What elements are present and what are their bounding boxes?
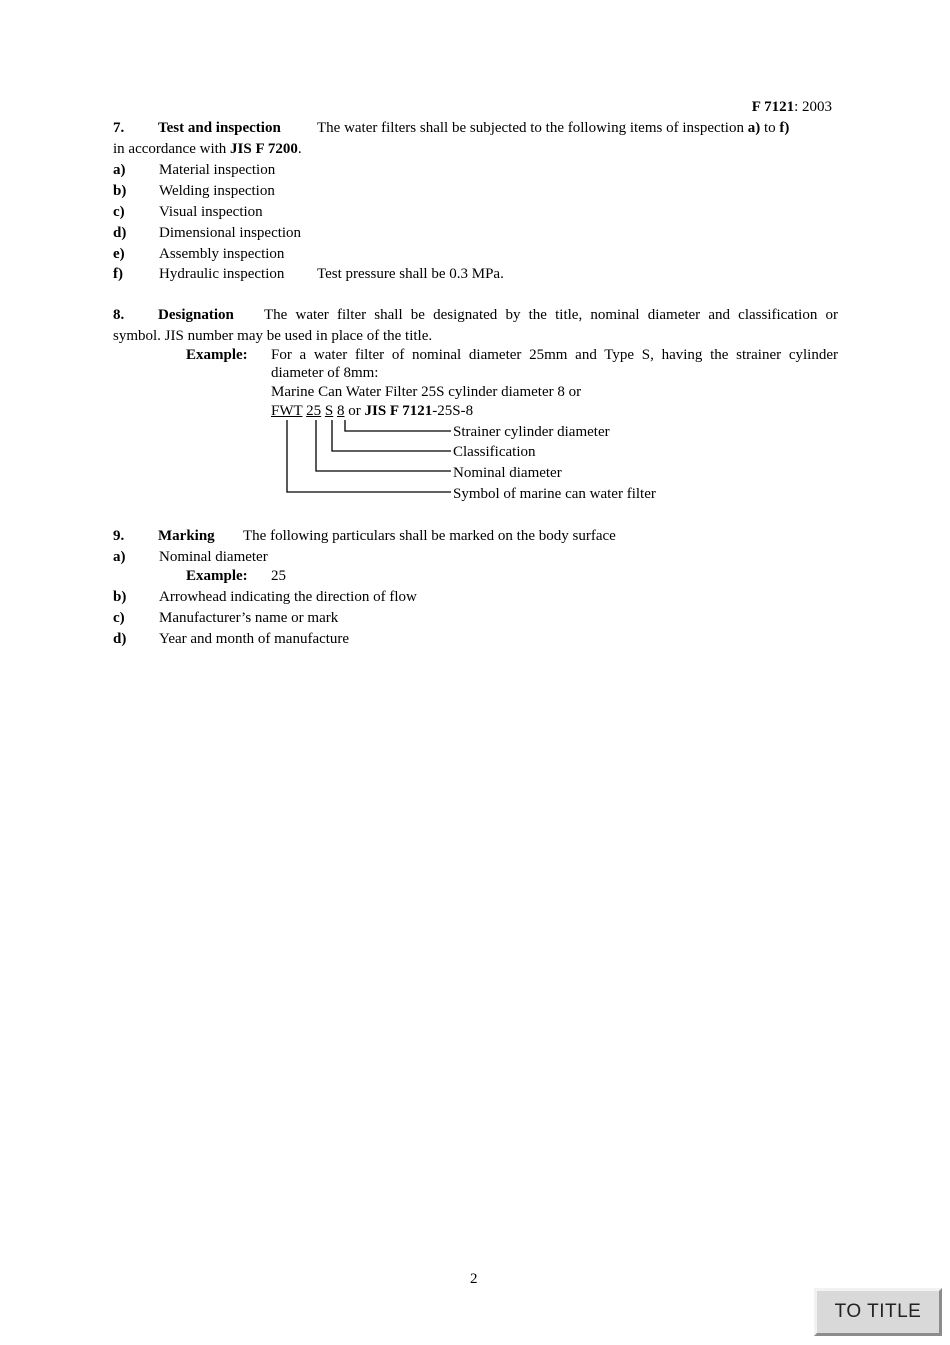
- leader-line-cylinder-diameter: [345, 420, 451, 431]
- list-item-text: Hydraulic inspection: [159, 266, 285, 282]
- code-jis-suffix: -25S-8: [432, 403, 474, 419]
- section-7-jis-reference: JIS F 7200: [230, 141, 298, 157]
- section-8-example-label: Example:: [186, 347, 248, 363]
- section-7-intro-f: f): [779, 120, 790, 136]
- leader-line-classification: [332, 420, 451, 451]
- standard-code: F 7121: [751, 99, 795, 115]
- section-7-intro-text: The water filters shall be subjected to the following items of inspection: [317, 120, 748, 136]
- code-nominal-diameter: 25: [306, 403, 322, 419]
- list-item-label: a): [113, 549, 126, 565]
- section-9-title: Marking: [158, 528, 215, 544]
- list-item-label: e): [113, 246, 125, 262]
- section-9-example-label: Example:: [186, 568, 248, 584]
- section-7-number: 7.: [113, 120, 125, 136]
- list-item-text: Arrowhead indicating the direction of flow: [159, 589, 417, 605]
- list-item-text: Welding inspection: [159, 183, 275, 199]
- code-fwt: FWT: [271, 403, 303, 419]
- list-item-text: Visual inspection: [159, 204, 263, 220]
- section-7-intro-a: a): [747, 120, 761, 136]
- section-7-period: .: [297, 141, 302, 157]
- designation-leader-lines: [0, 0, 950, 520]
- section-8-example-line3: Marine Can Water Filter 25S cylinder diameter 8 or: [271, 384, 582, 400]
- leader-line-nominal-diameter: [316, 420, 451, 471]
- section-8-example-line2: diameter of 8mm:: [271, 365, 379, 381]
- list-item-text: Nominal diameter: [159, 549, 268, 565]
- section-9-example-value: 25: [271, 568, 286, 584]
- legend-nominal-diameter: Nominal diameter: [453, 465, 562, 481]
- list-item-text: Year and month of manufacture: [159, 631, 350, 647]
- code-cylinder-diameter: 8: [337, 403, 345, 419]
- list-item-label: b): [113, 183, 127, 199]
- list-item-label: b): [113, 589, 127, 605]
- code-classification: S: [324, 403, 334, 419]
- section-7-intro-to: to: [760, 120, 780, 136]
- list-item-label: f): [113, 266, 123, 282]
- list-item-text: Assembly inspection: [159, 246, 285, 262]
- legend-classification: Classification: [453, 444, 536, 460]
- list-item-label: d): [113, 225, 127, 241]
- section-8-example-line1: For a water filter of nominal diameter 25mm and Type S, having the strainer cylinder: [271, 347, 838, 363]
- list-item-text: Manufacturer’s name or mark: [159, 610, 339, 626]
- test-pressure-note: Test pressure shall be 0.3 MPa.: [317, 266, 504, 282]
- legend-cylinder-diameter: Strainer cylinder diameter: [453, 424, 610, 440]
- section-8-line1: The water filter shall be designated by the title, nominal diameter and classification or: [264, 307, 838, 323]
- code-or: or: [344, 403, 365, 419]
- list-item-label: c): [113, 610, 125, 626]
- section-9-intro: The following particulars shall be marked on the body surface: [243, 528, 616, 544]
- list-item-label: c): [113, 204, 125, 220]
- list-item-text: Material inspection: [159, 162, 276, 178]
- standard-year: : 2003: [794, 99, 832, 115]
- section-8-title: Designation: [158, 307, 234, 323]
- section-7-accordance-text: in accordance with: [113, 141, 231, 157]
- section-7-title: Test and inspection: [158, 120, 281, 136]
- list-item-label: a): [113, 162, 126, 178]
- section-9-number: 9.: [113, 528, 125, 544]
- legend-symbol: Symbol of marine can water filter: [453, 486, 656, 502]
- code-jis-number: JIS F 7121: [364, 403, 433, 419]
- list-item-label: d): [113, 631, 127, 647]
- list-item-text: Dimensional inspection: [159, 225, 302, 241]
- section-8-line2: symbol. JIS number may be used in place of the title.: [113, 328, 433, 344]
- to-title-button[interactable]: TO TITLE: [814, 1288, 942, 1336]
- section-8-number: 8.: [113, 307, 125, 323]
- page-number: 2: [470, 1271, 478, 1287]
